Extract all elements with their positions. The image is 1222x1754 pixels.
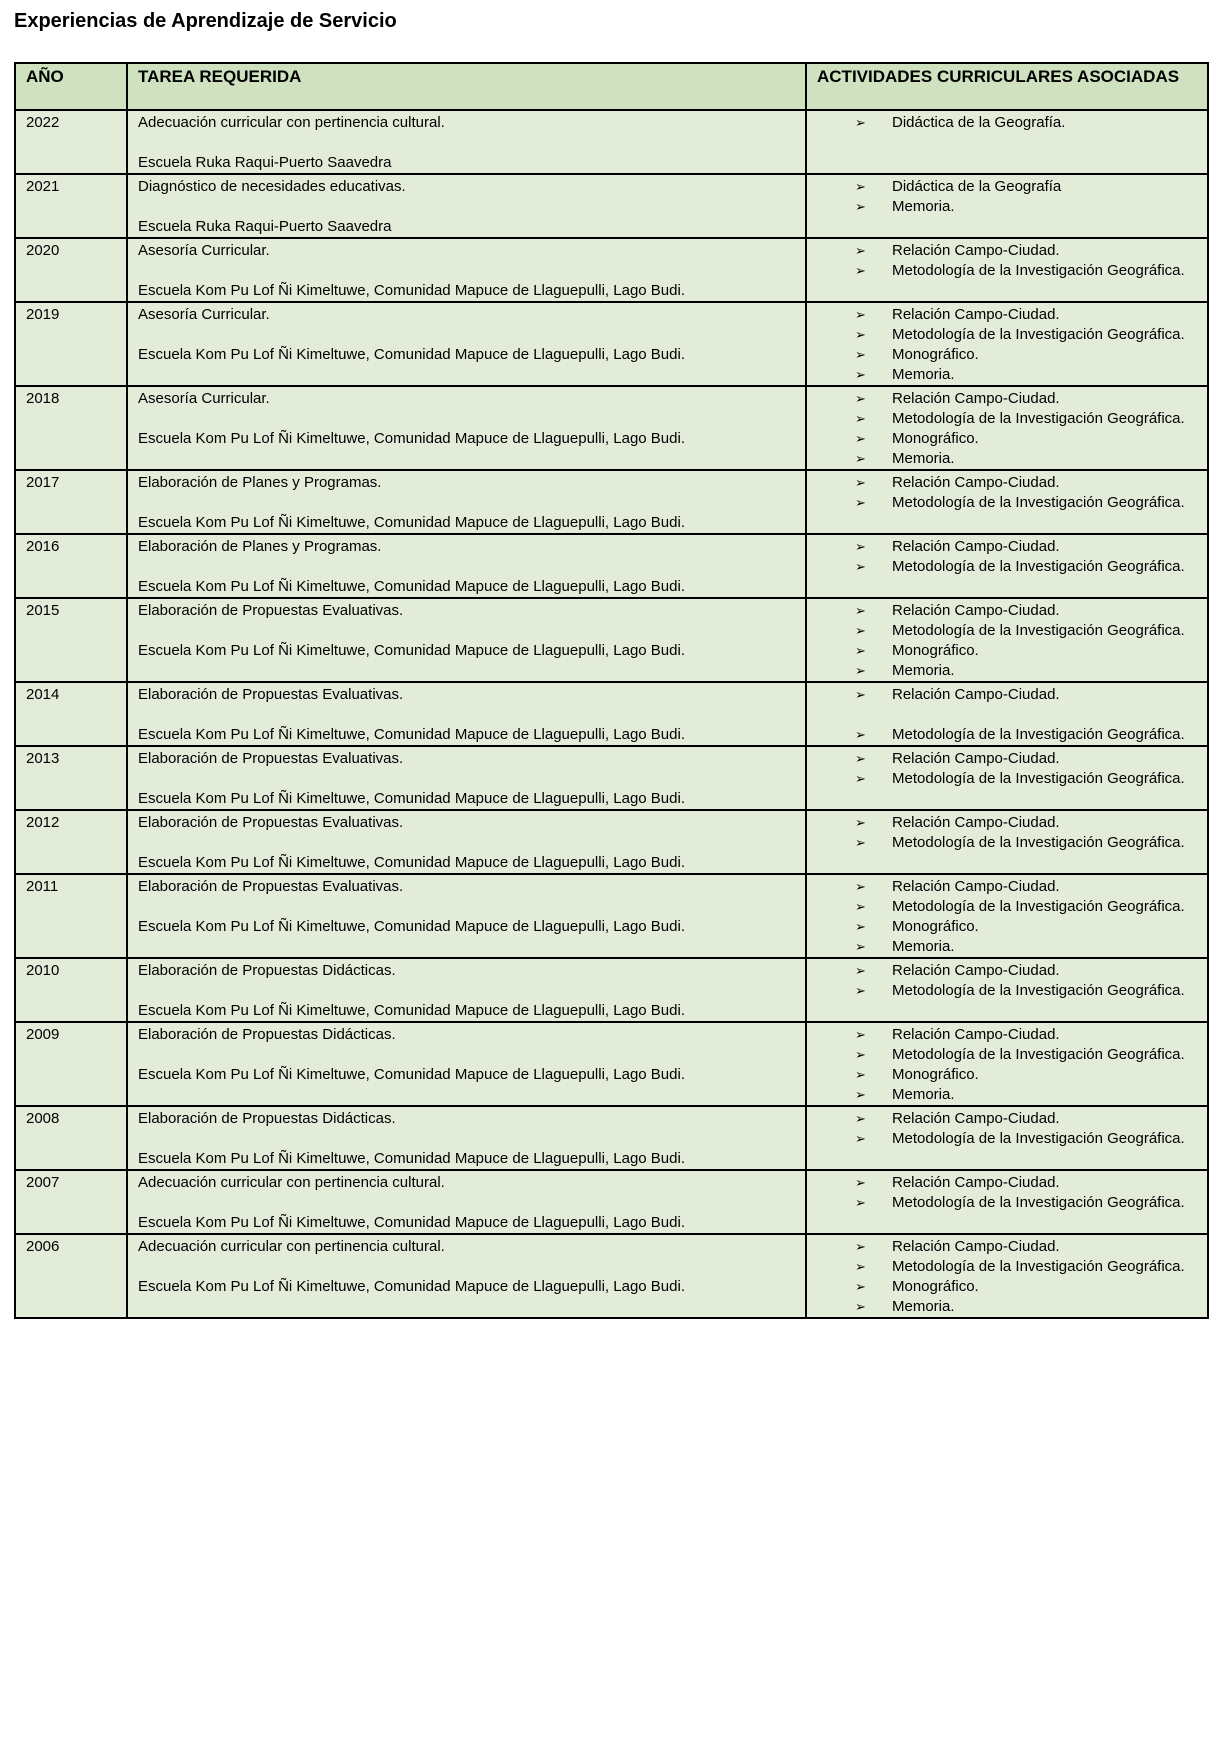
arrowhead-bullet-icon: ➢	[855, 559, 866, 574]
task-school: Escuela Kom Pu Lof Ñi Kimeltuwe, Comunidad Mapuce de Llaguepulli, Lago Budi.	[138, 642, 685, 659]
task-title: Elaboración de Propuestas Evaluativas.	[138, 750, 404, 767]
year-cell: 2020	[15, 238, 127, 302]
list-item	[817, 981, 1197, 1001]
activities-cell	[806, 174, 1208, 238]
table-header-row	[15, 63, 1208, 110]
task-title: Diagnóstico de necesidades educativas.	[138, 178, 406, 195]
arrowhead-bullet-icon: ➢	[855, 1047, 866, 1062]
arrowhead-bullet-icon: ➢	[855, 939, 866, 954]
list-item	[817, 877, 1197, 897]
activity-label: Relación Campo-Ciudad.	[892, 474, 1060, 491]
activities-list	[817, 241, 1197, 281]
activity-label: Metodología de la Investigación Geográfica.	[892, 494, 1185, 511]
activity-label: Memoria.	[892, 450, 955, 467]
list-item	[817, 601, 1197, 621]
list-item	[817, 197, 1197, 217]
activity-label: Metodología de la Investigación Geográfica.	[892, 326, 1185, 343]
activities-list	[817, 305, 1197, 385]
activity-label: Relación Campo-Ciudad.	[892, 1026, 1060, 1043]
page-title: Experiencias de Aprendizaje de Servicio	[14, 10, 397, 32]
arrowhead-bullet-icon: ➢	[855, 475, 866, 490]
task-title: Elaboración de Propuestas Evaluativas.	[138, 686, 404, 703]
activities-cell	[806, 386, 1208, 470]
table-row	[15, 682, 1208, 746]
list-item	[817, 473, 1197, 493]
task-title: Elaboración de Propuestas Evaluativas.	[138, 602, 404, 619]
header-task: TAREA REQUERIDA	[127, 63, 806, 110]
activities-list	[817, 601, 1197, 681]
task-cell	[127, 174, 806, 238]
task-cell	[127, 238, 806, 302]
arrowhead-bullet-icon: ➢	[855, 1299, 866, 1314]
arrowhead-bullet-icon: ➢	[855, 1279, 866, 1294]
list-item	[817, 345, 1197, 365]
year-cell: 2011	[15, 874, 127, 958]
list-item	[817, 661, 1197, 681]
activities-list	[817, 113, 1197, 133]
task-title: Asesoría Curricular.	[138, 242, 270, 259]
activity-label: Memoria.	[892, 662, 955, 679]
arrowhead-bullet-icon: ➢	[855, 411, 866, 426]
task-title: Elaboración de Propuestas Evaluativas.	[138, 814, 404, 831]
activities-cell	[806, 1234, 1208, 1318]
task-cell	[127, 810, 806, 874]
year-cell: 2019	[15, 302, 127, 386]
arrowhead-bullet-icon: ➢	[855, 539, 866, 554]
list-item	[817, 813, 1197, 833]
year-cell: 2008	[15, 1106, 127, 1170]
task-title: Asesoría Curricular.	[138, 390, 270, 407]
task-school: Escuela Kom Pu Lof Ñi Kimeltuwe, Comunidad Mapuce de Llaguepulli, Lago Budi.	[138, 282, 685, 299]
activity-label: Monográfico.	[892, 918, 979, 935]
task-school: Escuela Kom Pu Lof Ñi Kimeltuwe, Comunidad Mapuce de Llaguepulli, Lago Budi.	[138, 1066, 685, 1083]
table-row	[15, 874, 1208, 958]
arrowhead-bullet-icon: ➢	[855, 603, 866, 618]
task-cell	[127, 1106, 806, 1170]
activities-list	[817, 1237, 1197, 1317]
arrowhead-bullet-icon: ➢	[855, 1087, 866, 1102]
activity-label: Monográfico.	[892, 642, 979, 659]
year-cell: 2009	[15, 1022, 127, 1106]
arrowhead-bullet-icon: ➢	[855, 1239, 866, 1254]
task-school: Escuela Kom Pu Lof Ñi Kimeltuwe, Comunidad Mapuce de Llaguepulli, Lago Budi.	[138, 1278, 685, 1295]
task-cell	[127, 534, 806, 598]
activity-label: Relación Campo-Ciudad.	[892, 306, 1060, 323]
arrowhead-bullet-icon: ➢	[855, 879, 866, 894]
task-cell	[127, 1234, 806, 1318]
task-title: Asesoría Curricular.	[138, 306, 270, 323]
arrowhead-bullet-icon: ➢	[855, 179, 866, 194]
activity-label: Memoria.	[892, 366, 955, 383]
task-title: Elaboración de Planes y Programas.	[138, 538, 382, 555]
table-row	[15, 302, 1208, 386]
activity-label: Memoria.	[892, 1086, 955, 1103]
list-item	[817, 1297, 1197, 1317]
activity-label: Relación Campo-Ciudad.	[892, 602, 1060, 619]
activities-cell	[806, 110, 1208, 174]
task-title: Elaboración de Planes y Programas.	[138, 474, 382, 491]
list-item	[817, 917, 1197, 937]
activity-label: Relación Campo-Ciudad.	[892, 1110, 1060, 1127]
arrowhead-bullet-icon: ➢	[855, 263, 866, 278]
activity-label: Monográfico.	[892, 1278, 979, 1295]
activity-label: Relación Campo-Ciudad.	[892, 750, 1060, 767]
activity-label: Metodología de la Investigación Geográfica.	[892, 982, 1185, 999]
arrowhead-bullet-icon: ➢	[855, 815, 866, 830]
list-item	[817, 1025, 1197, 1045]
task-title: Adecuación curricular con pertinencia cultural.	[138, 1238, 445, 1255]
activity-label: Didáctica de la Geografía.	[892, 114, 1066, 131]
year-cell: 2006	[15, 1234, 127, 1318]
arrowhead-bullet-icon: ➢	[855, 983, 866, 998]
task-school: Escuela Kom Pu Lof Ñi Kimeltuwe, Comunidad Mapuce de Llaguepulli, Lago Budi.	[138, 1150, 685, 1167]
list-item	[817, 769, 1197, 789]
list-item	[817, 1065, 1197, 1085]
list-item	[817, 621, 1197, 641]
activities-cell	[806, 1022, 1208, 1106]
activity-label: Relación Campo-Ciudad.	[892, 686, 1060, 703]
task-title: Adecuación curricular con pertinencia cultural.	[138, 114, 445, 131]
arrowhead-bullet-icon: ➢	[855, 727, 866, 742]
table-row	[15, 1234, 1208, 1318]
year-cell: 2018	[15, 386, 127, 470]
arrowhead-bullet-icon: ➢	[855, 115, 866, 130]
arrowhead-bullet-icon: ➢	[855, 243, 866, 258]
service-learning-table	[14, 62, 1209, 1319]
arrowhead-bullet-icon: ➢	[855, 451, 866, 466]
task-school: Escuela Kom Pu Lof Ñi Kimeltuwe, Comunidad Mapuce de Llaguepulli, Lago Budi.	[138, 854, 685, 871]
list-item	[817, 177, 1197, 197]
arrowhead-bullet-icon: ➢	[855, 199, 866, 214]
list-item	[817, 1109, 1197, 1129]
arrowhead-bullet-icon: ➢	[855, 347, 866, 362]
arrowhead-bullet-icon: ➢	[855, 1067, 866, 1082]
list-item	[817, 1045, 1197, 1065]
activities-cell	[806, 302, 1208, 386]
task-school: Escuela Kom Pu Lof Ñi Kimeltuwe, Comunidad Mapuce de Llaguepulli, Lago Budi.	[138, 578, 685, 595]
activities-cell	[806, 470, 1208, 534]
activities-list	[817, 537, 1197, 577]
arrowhead-bullet-icon: ➢	[855, 367, 866, 382]
activity-label: Monográfico.	[892, 430, 979, 447]
activity-label: Metodología de la Investigación Geográfica.	[892, 262, 1185, 279]
activity-label: Relación Campo-Ciudad.	[892, 878, 1060, 895]
list-item	[817, 365, 1197, 385]
list-item	[817, 1237, 1197, 1257]
activity-label: Metodología de la Investigación Geográfica.	[892, 1258, 1185, 1275]
list-item	[817, 409, 1197, 429]
list-item	[817, 537, 1197, 557]
arrowhead-bullet-icon: ➢	[855, 1175, 866, 1190]
year-cell: 2010	[15, 958, 127, 1022]
arrowhead-bullet-icon: ➢	[855, 327, 866, 342]
task-school: Escuela Ruka Raqui-Puerto Saavedra	[138, 218, 392, 235]
list-item	[817, 685, 1197, 705]
task-cell	[127, 958, 806, 1022]
task-title: Adecuación curricular con pertinencia cultural.	[138, 1174, 445, 1191]
table-row	[15, 174, 1208, 238]
list-item	[817, 305, 1197, 325]
task-cell	[127, 598, 806, 682]
activities-cell	[806, 746, 1208, 810]
activity-label: Metodología de la Investigación Geográfica.	[892, 410, 1185, 427]
list-item	[817, 1085, 1197, 1105]
activity-label: Relación Campo-Ciudad.	[892, 814, 1060, 831]
year-cell: 2022	[15, 110, 127, 174]
arrowhead-bullet-icon: ➢	[855, 1027, 866, 1042]
header-activities: ACTIVIDADES CURRICULARES ASOCIADAS	[806, 63, 1208, 110]
arrowhead-bullet-icon: ➢	[855, 1111, 866, 1126]
list-item	[817, 449, 1197, 469]
activity-label: Metodología de la Investigación Geográfica.	[892, 1194, 1185, 1211]
activities-list	[817, 1173, 1197, 1213]
activity-label: Relación Campo-Ciudad.	[892, 538, 1060, 555]
activity-label: Relación Campo-Ciudad.	[892, 242, 1060, 259]
task-school: Escuela Kom Pu Lof Ñi Kimeltuwe, Comunidad Mapuce de Llaguepulli, Lago Budi.	[138, 726, 685, 743]
list-item	[817, 1129, 1197, 1149]
activities-list	[817, 389, 1197, 469]
year-cell: 2007	[15, 1170, 127, 1234]
list-item	[817, 725, 1197, 745]
list-item	[817, 493, 1197, 513]
activity-label: Metodología de la Investigación Geográfica.	[892, 726, 1185, 743]
activities-cell	[806, 598, 1208, 682]
table-row	[15, 1106, 1208, 1170]
task-school: Escuela Kom Pu Lof Ñi Kimeltuwe, Comunidad Mapuce de Llaguepulli, Lago Budi.	[138, 346, 685, 363]
table-row	[15, 1022, 1208, 1106]
arrowhead-bullet-icon: ➢	[855, 643, 866, 658]
task-title: Elaboración de Propuestas Didácticas.	[138, 962, 396, 979]
arrowhead-bullet-icon: ➢	[855, 1195, 866, 1210]
activity-label: Memoria.	[892, 938, 955, 955]
activity-label: Memoria.	[892, 198, 955, 215]
activities-cell	[806, 874, 1208, 958]
arrowhead-bullet-icon: ➢	[855, 1259, 866, 1274]
list-item	[817, 1193, 1197, 1213]
year-cell: 2014	[15, 682, 127, 746]
task-school: Escuela Kom Pu Lof Ñi Kimeltuwe, Comunidad Mapuce de Llaguepulli, Lago Budi.	[138, 430, 685, 447]
arrowhead-bullet-icon: ➢	[855, 1131, 866, 1146]
year-cell: 2012	[15, 810, 127, 874]
activities-cell	[806, 238, 1208, 302]
list-item	[817, 749, 1197, 769]
arrowhead-bullet-icon: ➢	[855, 899, 866, 914]
table-row	[15, 386, 1208, 470]
list-item	[817, 429, 1197, 449]
arrowhead-bullet-icon: ➢	[855, 963, 866, 978]
list-item	[817, 937, 1197, 957]
task-title: Elaboración de Propuestas Didácticas.	[138, 1026, 396, 1043]
task-title: Elaboración de Propuestas Didácticas.	[138, 1110, 396, 1127]
activity-label: Metodología de la Investigación Geográfica.	[892, 770, 1185, 787]
list-item	[817, 113, 1197, 133]
header-year: AÑO	[15, 63, 127, 110]
task-school: Escuela Kom Pu Lof Ñi Kimeltuwe, Comunidad Mapuce de Llaguepulli, Lago Budi.	[138, 1002, 685, 1019]
activities-cell	[806, 1106, 1208, 1170]
list-item	[817, 833, 1197, 853]
activity-label: Monográfico.	[892, 346, 979, 363]
arrowhead-bullet-icon: ➢	[855, 687, 866, 702]
task-cell	[127, 110, 806, 174]
list-item	[817, 241, 1197, 261]
activity-label: Memoria.	[892, 1298, 955, 1315]
list-item	[817, 389, 1197, 409]
activities-list	[817, 473, 1197, 513]
arrowhead-bullet-icon: ➢	[855, 663, 866, 678]
arrowhead-bullet-icon: ➢	[855, 919, 866, 934]
task-title: Elaboración de Propuestas Evaluativas.	[138, 878, 404, 895]
task-cell	[127, 386, 806, 470]
list-item	[817, 1277, 1197, 1297]
task-school: Escuela Kom Pu Lof Ñi Kimeltuwe, Comunidad Mapuce de Llaguepulli, Lago Budi.	[138, 918, 685, 935]
activity-label: Metodología de la Investigación Geográfica.	[892, 834, 1185, 851]
arrowhead-bullet-icon: ➢	[855, 835, 866, 850]
activities-cell	[806, 958, 1208, 1022]
list-item	[817, 1173, 1197, 1193]
activity-label: Metodología de la Investigación Geográfica.	[892, 1046, 1185, 1063]
table-row	[15, 810, 1208, 874]
task-cell	[127, 1022, 806, 1106]
task-school: Escuela Kom Pu Lof Ñi Kimeltuwe, Comunidad Mapuce de Llaguepulli, Lago Budi.	[138, 514, 685, 531]
activities-cell	[806, 682, 1208, 746]
activity-label: Relación Campo-Ciudad.	[892, 390, 1060, 407]
list-item	[817, 641, 1197, 661]
year-cell: 2015	[15, 598, 127, 682]
activities-list	[817, 1025, 1197, 1105]
table-row	[15, 238, 1208, 302]
table-row	[15, 110, 1208, 174]
activity-label: Metodología de la Investigación Geográfica.	[892, 898, 1185, 915]
task-school: Escuela Kom Pu Lof Ñi Kimeltuwe, Comunidad Mapuce de Llaguepulli, Lago Budi.	[138, 790, 685, 807]
table-row	[15, 1170, 1208, 1234]
task-school: Escuela Ruka Raqui-Puerto Saavedra	[138, 154, 392, 171]
activities-cell	[806, 810, 1208, 874]
activity-label: Relación Campo-Ciudad.	[892, 1174, 1060, 1191]
year-cell: 2021	[15, 174, 127, 238]
activity-label: Relación Campo-Ciudad.	[892, 962, 1060, 979]
activities-list	[817, 961, 1197, 1001]
list-item	[817, 961, 1197, 981]
activity-label: Didáctica de la Geografía	[892, 178, 1062, 195]
arrowhead-bullet-icon: ➢	[855, 391, 866, 406]
table-row	[15, 470, 1208, 534]
table-row	[15, 598, 1208, 682]
arrowhead-bullet-icon: ➢	[855, 771, 866, 786]
activity-label: Monográfico.	[892, 1066, 979, 1083]
activity-label: Metodología de la Investigación Geográfica.	[892, 558, 1185, 575]
activities-list	[817, 877, 1197, 957]
activities-list	[817, 813, 1197, 853]
year-cell: 2013	[15, 746, 127, 810]
table-row	[15, 958, 1208, 1022]
arrowhead-bullet-icon: ➢	[855, 495, 866, 510]
task-cell	[127, 746, 806, 810]
activities-list	[817, 177, 1197, 217]
list-item	[817, 325, 1197, 345]
year-cell: 2017	[15, 470, 127, 534]
year-cell: 2016	[15, 534, 127, 598]
activities-list	[817, 749, 1197, 789]
activity-label: Relación Campo-Ciudad.	[892, 1238, 1060, 1255]
table-row	[15, 534, 1208, 598]
activities-cell	[806, 534, 1208, 598]
activity-label: Metodología de la Investigación Geográfica.	[892, 1130, 1185, 1147]
task-cell	[127, 470, 806, 534]
task-cell	[127, 1170, 806, 1234]
table-row	[15, 746, 1208, 810]
task-cell	[127, 874, 806, 958]
activities-cell	[806, 1170, 1208, 1234]
task-cell	[127, 302, 806, 386]
activities-list	[817, 1109, 1197, 1149]
task-school: Escuela Kom Pu Lof Ñi Kimeltuwe, Comunidad Mapuce de Llaguepulli, Lago Budi.	[138, 1214, 685, 1231]
arrowhead-bullet-icon: ➢	[855, 431, 866, 446]
arrowhead-bullet-icon: ➢	[855, 751, 866, 766]
activities-list	[817, 685, 1197, 745]
list-item	[817, 557, 1197, 577]
activity-label: Metodología de la Investigación Geográfica.	[892, 622, 1185, 639]
task-cell	[127, 682, 806, 746]
list-item	[817, 261, 1197, 281]
list-item	[817, 897, 1197, 917]
arrowhead-bullet-icon: ➢	[855, 623, 866, 638]
list-item	[817, 1257, 1197, 1277]
arrowhead-bullet-icon: ➢	[855, 307, 866, 322]
table-body	[15, 110, 1208, 1318]
